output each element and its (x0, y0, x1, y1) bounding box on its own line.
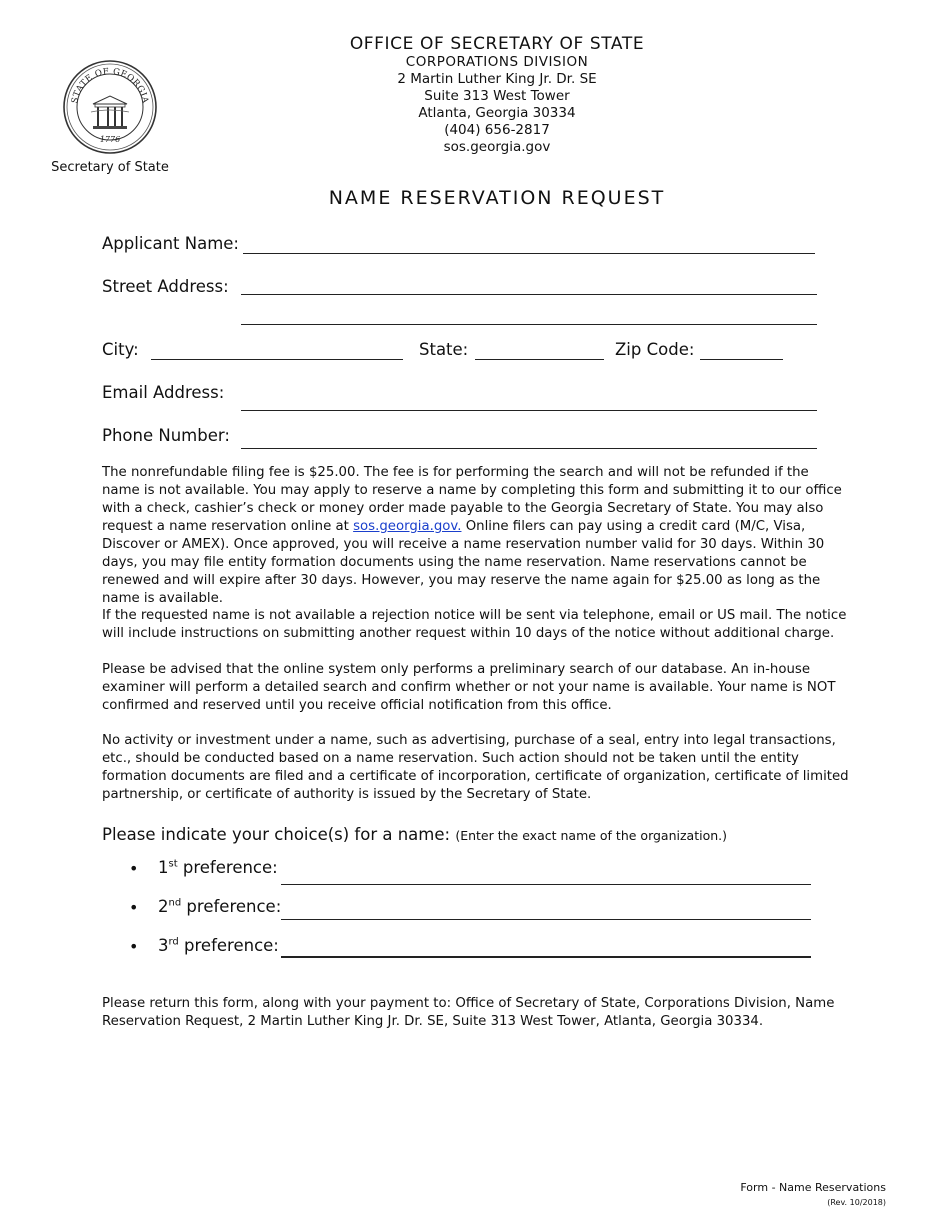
fee-text-end: Online filers can pay using a credit card (M/C, Visa, Discover or AMEX). Once approved, you will receive a name reservation number valid for 30 days. Within 30 days, you may file entity formation documents using the name reservation. Name reservations cannot be renewed and will expire after 30 days. However, you may reserve the name again for $25.00 as long as the name is available. (102, 519, 825, 606)
pref-ordinal: rd (168, 936, 179, 948)
pref-ordinal: nd (168, 897, 182, 909)
phone-field[interactable] (241, 448, 817, 449)
pref-label: preference: (178, 936, 279, 955)
zip-label: Zip Code: (615, 340, 695, 359)
division-name: CORPORATIONS DIVISION (405, 54, 589, 70)
seal-caption: Secretary of State (51, 160, 169, 175)
pref-label: preference: (181, 897, 282, 916)
bullet-1: • (129, 859, 139, 878)
office-name: OFFICE OF SECRETARY OF STATE (349, 34, 645, 54)
city-field[interactable] (151, 359, 403, 360)
bullet-2: • (129, 898, 139, 917)
email-label: Email Address: (102, 383, 225, 402)
first-preference-field[interactable] (281, 884, 811, 885)
pref-ordinal: st (168, 858, 178, 870)
choice-heading-text: Please indicate your choice(s) for a name: (102, 825, 451, 844)
revision-date: (Rev. 10/2018) (827, 1198, 886, 1207)
pref-num: 1 (158, 858, 169, 877)
state-label: State: (419, 340, 469, 359)
activity-paragraph: No activity or investment under a name, such as advertising, purchase of a seal, entry into legal transactions, etc., should be conducted based on a name reservation. Such action should not be taken until the entity formation documents are filed and a certificate of incorporation, certificate of organization, certificate of limited partnership, or certificate of authority is issued by the Secretary of State. (102, 733, 849, 802)
office-header (300, 34, 694, 156)
form-name: Form - Name Reservations (740, 1181, 886, 1194)
georgia-state-seal (63, 60, 157, 154)
name-choice-heading (102, 825, 727, 844)
applicant-name-field[interactable] (243, 253, 815, 254)
city-state-zip: Atlanta, Georgia 30334 (418, 105, 576, 121)
third-preference-field[interactable] (281, 956, 811, 958)
website: sos.georgia.gov (443, 139, 551, 155)
bullet-3: • (129, 937, 139, 956)
svg-text:STATE OF GEORGIA: STATE OF GEORGIA (70, 66, 150, 105)
zip-field[interactable] (700, 359, 783, 360)
advisory-paragraph: Please be advised that the online system only performs a preliminary search of our database. An in-house examiner will perform a detailed search and confirm whether or not your name is available. Your name is NOT confirmed and reserved until you receive official notification from this office. (102, 662, 836, 713)
address-line-1: 2 Martin Luther King Jr. Dr. SE (397, 71, 597, 87)
street-address-field-line-1[interactable] (241, 294, 817, 295)
choice-subheading: (Enter the exact name of the organization.) (455, 828, 727, 843)
fee-text-start: The nonrefundable filing fee is $25.00. The fee is for performing the search and will not be refunded if the name is not available. You may apply to reserve a name by completing this form and submitting it to our office with a check, cashier’s check or money order made payable to the Georgia Secretary of State. You may also request a name reservation online at (102, 465, 842, 534)
state-field[interactable] (475, 359, 604, 360)
form-title: NAME RESERVATION REQUEST (328, 187, 666, 209)
first-preference-label (158, 858, 278, 877)
rejection-paragraph: If the requested name is not available a rejection notice will be sent via telephone, email or US mail. The notice will include instructions on submitting another request within 10 days of the notice without additional charge. (102, 608, 847, 641)
sos-website-link[interactable]: sos.georgia.gov. (353, 519, 462, 534)
applicant-name-label: Applicant Name: (102, 234, 239, 253)
return-instructions: Please return this form, along with your payment to: Office of Secretary of State, Corporations Division, Name Reservation Request, 2 Martin Luther King Jr. Dr. SE, Suite 313 West Tower, Atlanta, Georgia 30334. (102, 996, 835, 1029)
street-address-label: Street Address: (102, 277, 229, 296)
svg-text:1776: 1776 (99, 135, 121, 144)
address-line-2: Suite 313 West Tower (424, 88, 570, 104)
pref-num: 3 (158, 936, 169, 955)
third-preference-label (158, 936, 279, 955)
fee-paragraph (102, 464, 850, 608)
second-preference-field[interactable] (281, 919, 811, 920)
form-footer (740, 1180, 886, 1210)
phone-number: (404) 656-2817 (444, 122, 550, 138)
phone-label: Phone Number: (102, 426, 230, 445)
pref-label: preference: (177, 858, 278, 877)
email-field[interactable] (241, 410, 817, 411)
city-label: City: (102, 340, 139, 359)
second-preference-label (158, 897, 281, 916)
street-address-field-line-2[interactable] (241, 324, 817, 325)
pref-num: 2 (158, 897, 169, 916)
